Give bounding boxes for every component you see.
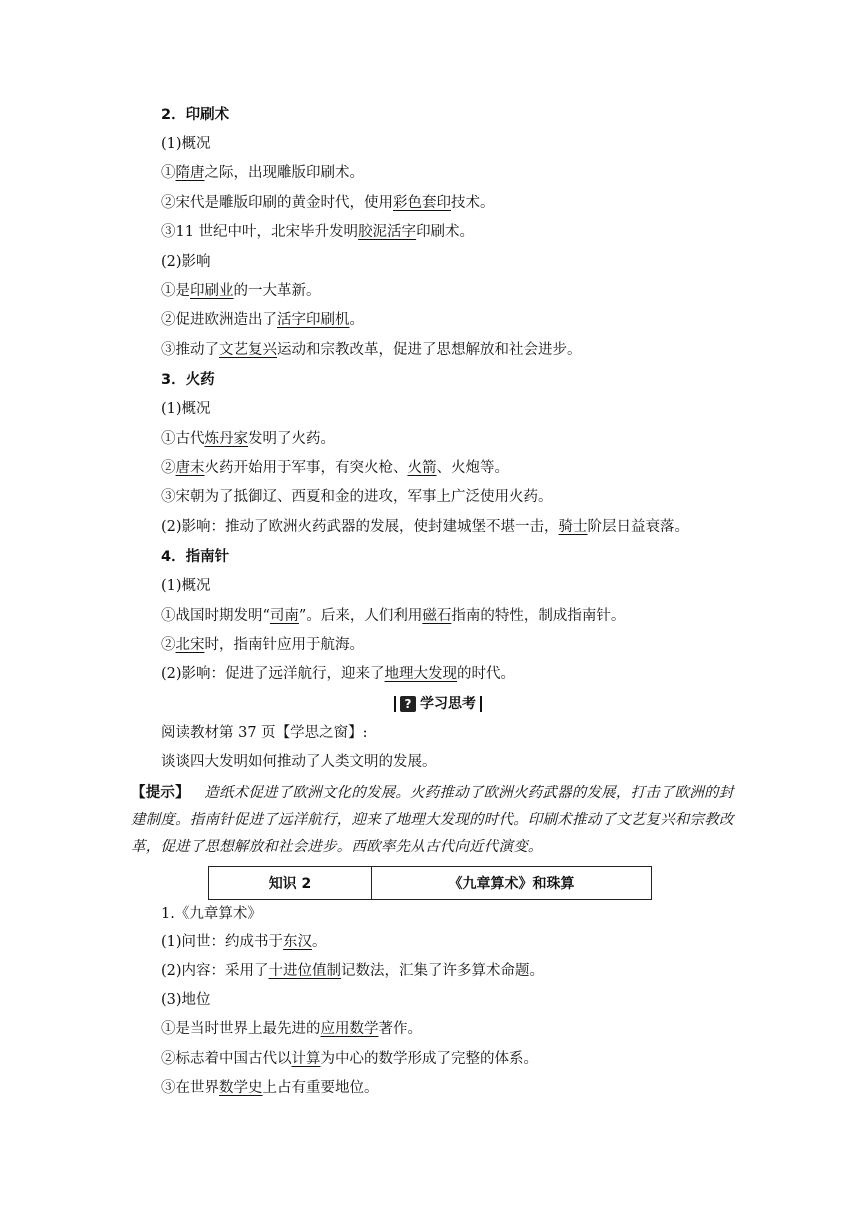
list-item: ③11 世纪中叶，北宋毕升发明胶泥活字印刷术。 <box>161 224 475 240</box>
subheading-overview: (1)概况 <box>161 136 211 152</box>
question-mark-icon: ? <box>400 696 416 712</box>
list-item: ③宋朝为了抵御辽、西夏和金的进攻，军事上广泛使用火药。 <box>161 489 553 505</box>
list-item: ①是印刷业的一大革新。 <box>161 283 321 299</box>
list-item: ①是当时世界上最先进的应用数学著作。 <box>161 1021 422 1037</box>
list-item: ②促进欧洲造出了活字印刷机。 <box>161 312 364 328</box>
banner-bar-right <box>480 696 482 712</box>
section-heading-gunpowder: 3．火药 <box>161 372 215 388</box>
banner-bar-left <box>394 696 396 712</box>
section-heading-nine-chapters: 1.《九章算术》 <box>161 906 262 922</box>
list-item: ①古代炼丹家发明了火药。 <box>161 431 335 447</box>
question-text: 谈谈四大发明如何推动了人类文明的发展。 <box>161 754 437 770</box>
impact-line: (2)影响：促进了远洋航行，迎来了地理大发现的时代。 <box>161 666 516 682</box>
birth-line: (1)问世：约成书于东汉。 <box>161 934 327 950</box>
reading-instruction: 阅读教材第 37 页【学思之窗】: <box>161 725 368 741</box>
list-item: ②宋代是雕版印刷的黄金时代，使用彩色套印技术。 <box>161 195 495 211</box>
knowledge-label: 知识 2 <box>209 867 372 900</box>
subheading-overview: (1)概况 <box>161 401 211 417</box>
list-item: ②唐末火药开始用于军事，有突火枪、火箭、火炮等。 <box>161 460 509 476</box>
hint-paragraph <box>131 779 743 861</box>
list-item: ②标志着中国古代以计算为中心的数学形成了完整的体系。 <box>161 1051 538 1067</box>
section-heading-compass: 4．指南针 <box>161 549 230 565</box>
knowledge-title: 《九章算术》和珠算 <box>372 867 652 900</box>
list-item: ①隋唐之际，出现雕版印刷术。 <box>161 165 364 181</box>
subheading-overview: (1)概况 <box>161 578 211 594</box>
subheading-impact: (2)影响 <box>161 254 211 270</box>
list-item: ③推动了文艺复兴运动和宗教改革，促进了思想解放和社会进步。 <box>161 342 582 358</box>
list-item: ③在世界数学史上占有重要地位。 <box>161 1080 379 1096</box>
knowledge-table <box>208 866 652 900</box>
content-line: (2)内容：采用了十进位值制记数法，汇集了许多算术命题。 <box>161 963 545 979</box>
list-item: ①战国时期发明“司南”。后来，人们利用磁石指南的特性，制成指南针。 <box>161 608 626 624</box>
section-heading-printing: 2．印刷术 <box>161 107 230 123</box>
impact-line: (2)影响：推动了欧洲火药武器的发展，使封建城堡不堪一击，骑士阶层日益衰落。 <box>161 519 690 535</box>
banner-title: 学习思考 <box>420 696 476 712</box>
hint-tag: 【提示】 <box>131 784 190 801</box>
study-think-banner <box>394 694 482 714</box>
subheading-status: (3)地位 <box>161 992 211 1008</box>
hint-text: 造纸术促进了欧洲文化的发展。火药推动了欧洲火药武器的发展，打击了欧洲的封建制度。指南针促进了远洋航行，迎来了地理大发现的时代。印刷术推动了文艺复兴和宗教改革，促进了思想解放和社会进步。西欧率先从古代向近代演变。 <box>131 785 734 855</box>
list-item: ②北宋时，指南针应用于航海。 <box>161 637 364 653</box>
